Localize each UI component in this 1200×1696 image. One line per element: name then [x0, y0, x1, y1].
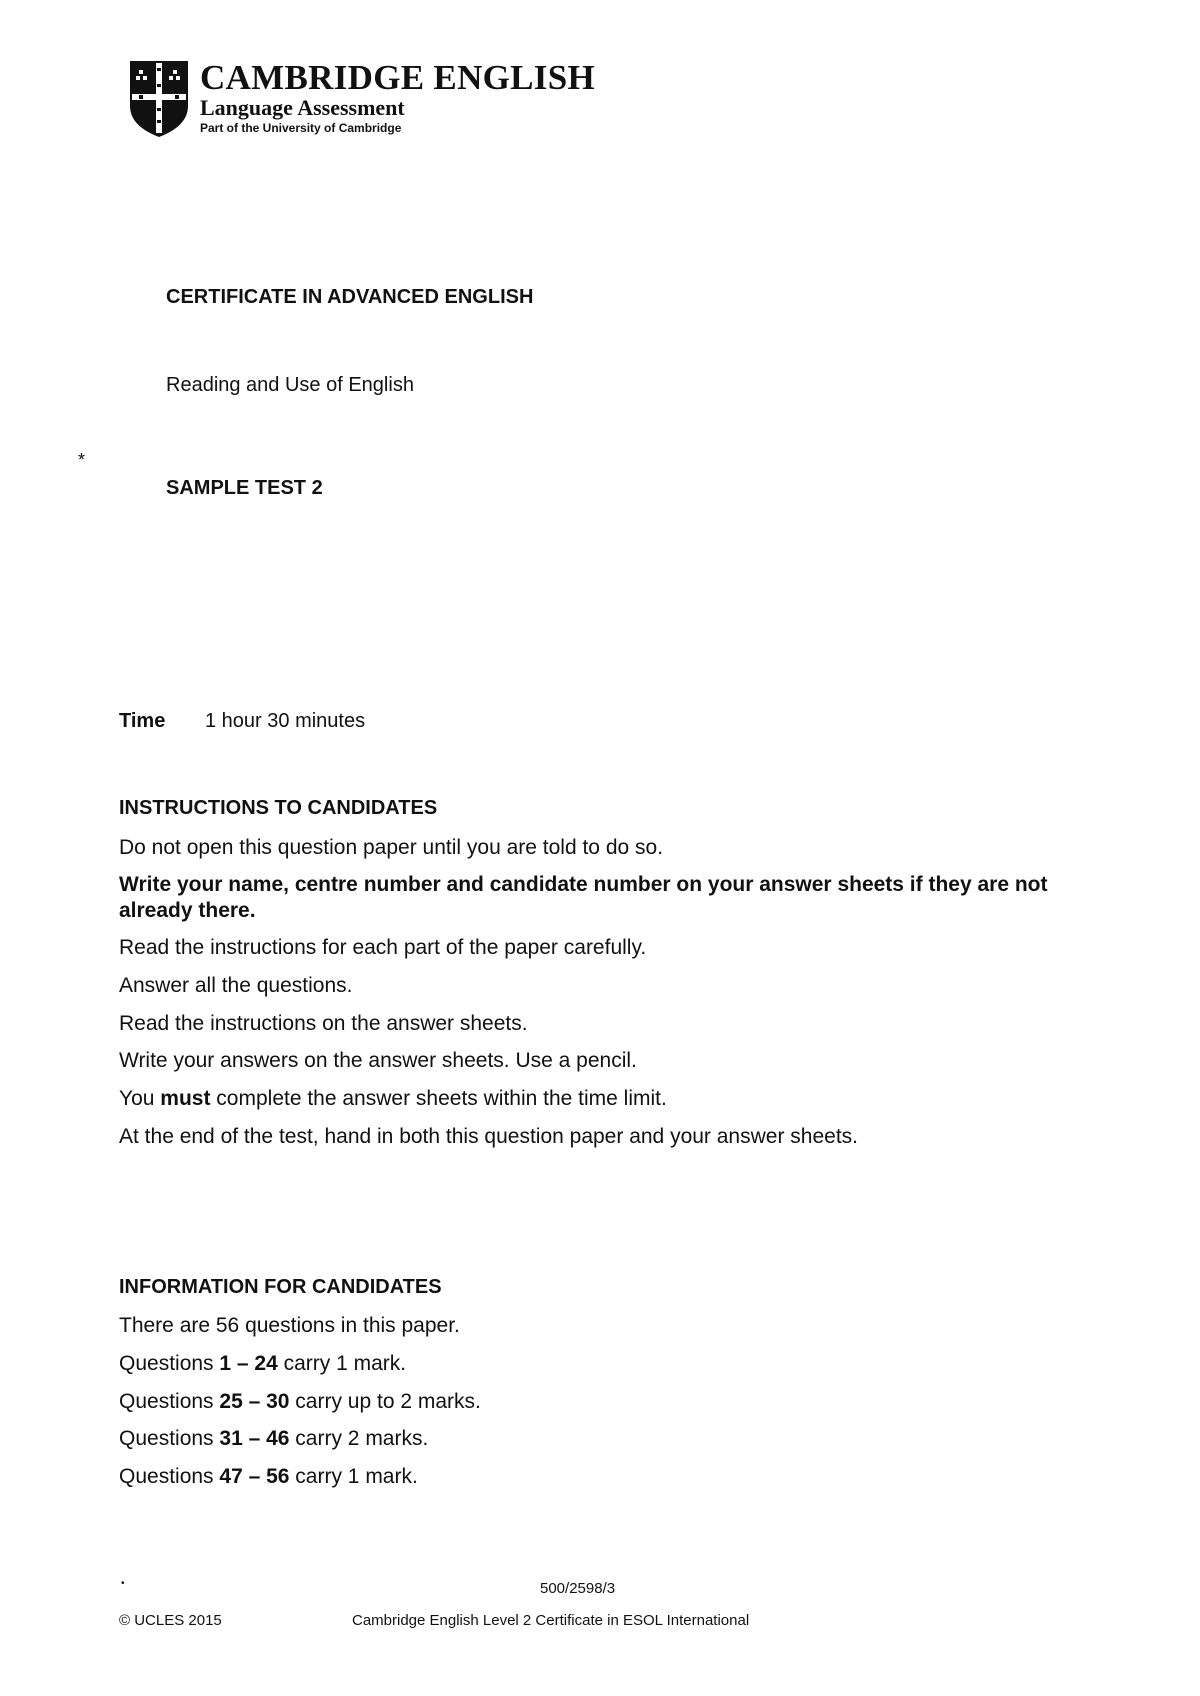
- question-marks-line: [119, 1351, 1099, 1377]
- instruction-line: Answer all the questions.: [119, 974, 353, 997]
- copyright: © UCLES 2015: [119, 1612, 222, 1629]
- question-range: 47 – 56: [219, 1465, 290, 1488]
- certificate-title: CERTIFICATE IN ADVANCED ENGLISH: [166, 286, 534, 308]
- paper-code: 500/2598/3: [540, 1580, 616, 1597]
- must-emphasis: must: [160, 1087, 211, 1110]
- time-label: Time: [119, 710, 166, 732]
- instruction-line: Do not open this question paper until you are told to do so.: [119, 836, 664, 859]
- logo-title: CAMBRIDGE ENGLISH: [200, 58, 596, 97]
- logo-text: [200, 60, 595, 136]
- cambridge-english-logo: [129, 60, 599, 140]
- instruction-line: Read the instructions for each part of the paper carefully.: [119, 936, 647, 959]
- question-suffix: carry 2 marks.: [289, 1427, 429, 1450]
- instruction-line: At the end of the test, hand in both this question paper and your answer sheets.: [119, 1125, 858, 1148]
- question-marks-line: [119, 1426, 1099, 1452]
- question-prefix: Questions: [119, 1427, 220, 1450]
- question-range: 25 – 30: [219, 1390, 290, 1413]
- question-prefix: Questions: [119, 1352, 220, 1375]
- question-range: 1 – 24: [219, 1352, 278, 1375]
- question-marks-line: [119, 1389, 1099, 1415]
- logo-subtitle: Language Assessment: [200, 95, 405, 120]
- instructions-heading: INSTRUCTIONS TO CANDIDATES: [119, 797, 438, 819]
- instruction-line: Read the instructions on the answer sheets.: [119, 1012, 528, 1035]
- information-intro: There are 56 questions in this paper.: [119, 1314, 460, 1337]
- margin-asterisk: *: [78, 450, 86, 470]
- question-suffix: carry up to 2 marks.: [289, 1390, 481, 1413]
- certificate-level: Cambridge English Level 2 Certificate in ESOL International: [352, 1612, 750, 1629]
- question-prefix: Questions: [119, 1465, 220, 1488]
- question-marks-line: [119, 1464, 1099, 1490]
- information-heading: INFORMATION FOR CANDIDATES: [119, 1276, 442, 1298]
- logo-tagline: Part of the University of Cambridge: [200, 121, 402, 135]
- paper-name: Reading and Use of English: [166, 374, 414, 396]
- university-shield-icon: [129, 60, 189, 138]
- question-suffix: carry 1 mark.: [277, 1352, 407, 1375]
- question-prefix: Questions: [119, 1390, 220, 1413]
- sample-test-label: SAMPLE TEST 2: [166, 477, 323, 499]
- must-before: You: [119, 1087, 161, 1110]
- instruction-line: Write your answers on the answer sheets. Use a pencil.: [119, 1049, 637, 1072]
- time-value: 1 hour 30 minutes: [205, 710, 366, 732]
- footer-dot: •: [121, 1578, 125, 1589]
- instruction-line-must: [119, 1086, 1099, 1112]
- question-suffix: carry 1 mark.: [289, 1465, 418, 1488]
- must-after: complete the answer sheets within the time limit.: [210, 1087, 667, 1110]
- instruction-line: Write your name, centre number and candidate number on your answer sheets if they are not already there.: [119, 873, 1048, 922]
- question-range: 31 – 46: [219, 1427, 290, 1450]
